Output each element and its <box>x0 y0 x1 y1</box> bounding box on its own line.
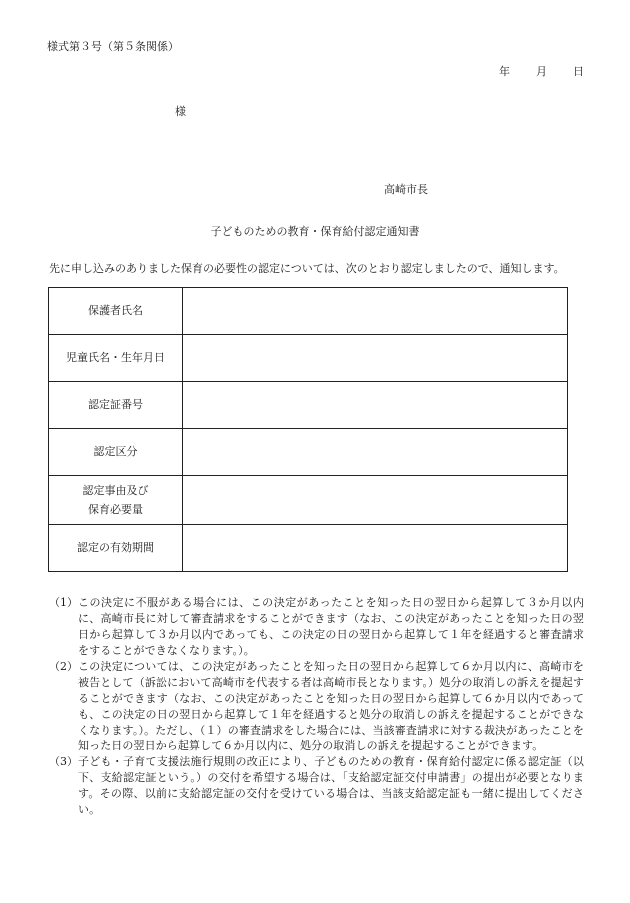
issuer-name: 高崎市長 <box>384 183 428 196</box>
row-value-certification-category <box>183 429 568 476</box>
row-value-certificate-number <box>183 382 568 429</box>
table-row <box>49 525 568 572</box>
row-label-reason-and-care-amount: 認定事由及び 保育必要量 <box>49 476 183 525</box>
note-text: この決定に不服がある場合には、この決定があったことを知った日の翌日から起算して３か月以内に、高崎市長に対して審査請求をすることができます（なお、この決定があったことを知った日の翌日から起算して３か月以内であっても、この決定の日の翌日から起算して１年を経過すると審査請求をすることができなくなります。）。 <box>78 596 584 657</box>
row-label-guardian-name: 保護者氏名 <box>49 288 183 335</box>
table-row <box>49 476 568 525</box>
row-value-child-name-birthdate <box>183 335 568 382</box>
row-label-certificate-number: 認定証番号 <box>49 382 183 429</box>
note-number: （2） <box>49 659 78 673</box>
date-month-label: 月 <box>536 65 547 78</box>
form-number: 様式第３号（第５条関係） <box>47 40 179 53</box>
row-value-reason-and-care-amount <box>183 476 568 525</box>
note-number: （3） <box>49 755 78 769</box>
intro-text: 先に申し込みのありました保育の必要性の認定については、次のとおり認定しましたので、通知します。 <box>49 262 565 275</box>
recipient-suffix: 様 <box>175 105 186 118</box>
note-text: この決定については、この決定があったことを知った日の翌日から起算して６か月以内に、高崎市を被告として（訴訟において高崎市を代表する者は高崎市長となります。）処分の取消しの訴えを提起することができます（なお、この決定があったことを知った日の翌日から起算して６か月以内であっても、この決定の日の翌日から起算して１年を経過すると処分の取消しの訴えを提起することができなくなります。）。ただし、（１）の審査請求をした場合には、当該審査請求に対する裁決があったことを知った日の翌日から起算して６か月以内に、処分の取消しの訴えを提起することができます。 <box>78 659 584 753</box>
row-value-validity-period <box>183 525 568 572</box>
date-line <box>499 66 584 77</box>
notes-section <box>49 595 584 818</box>
row-label-validity-period: 認定の有効期間 <box>49 525 183 572</box>
note-text: 子ども・子育て支援法施行規則の改正により、子どものための教育・保育給付認定に係る認定証（以下、支給認定証という。）の交付を希望する場合は、「支給認定証交付申請書」の提出が必要となります。その際、以前に支給認定証の交付を受けている場合は、当該支給認定証も一緒に提出してください。 <box>78 755 584 817</box>
row-label-child-name-birthdate: 児童氏名・生年月日 <box>49 335 183 382</box>
row-label-certification-category: 認定区分 <box>49 429 183 476</box>
row-value-guardian-name <box>183 288 568 335</box>
note-number: （1） <box>49 596 78 609</box>
date-day-label: 日 <box>573 65 584 78</box>
document-title: 子どものための教育・保育給付認定通知書 <box>210 225 420 238</box>
table-row <box>49 382 568 429</box>
certification-table <box>48 287 568 572</box>
table-row <box>49 288 568 335</box>
note-item <box>49 659 584 755</box>
date-year-label: 年 <box>499 65 510 78</box>
note-item <box>49 595 584 659</box>
table-row <box>49 335 568 382</box>
table-row <box>49 429 568 476</box>
note-item <box>49 754 584 818</box>
